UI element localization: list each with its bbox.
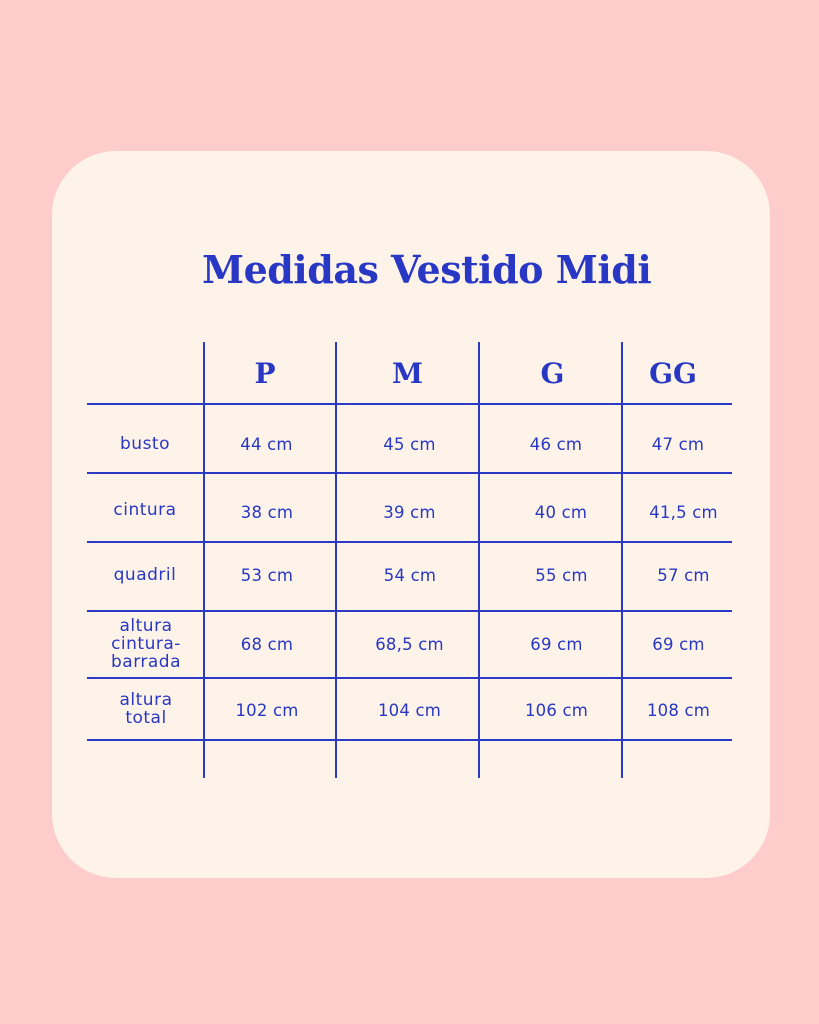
size-header-gg: GG bbox=[649, 356, 697, 390]
size-header-p: P bbox=[254, 356, 276, 390]
row-label-altura-cintura-barrada: altura cintura-barrada bbox=[110, 616, 181, 672]
table-cell: 68 cm bbox=[240, 634, 294, 654]
row-label-altura-total: altura total bbox=[119, 690, 173, 728]
table-cell: 102 cm bbox=[235, 700, 299, 720]
row-label-quadril: quadril bbox=[113, 565, 177, 585]
table-cell: 39 cm bbox=[383, 502, 436, 522]
table-cell: 108 cm bbox=[646, 700, 711, 720]
table-cell: 47 cm bbox=[651, 434, 705, 454]
table-cell: 69 cm bbox=[530, 634, 583, 654]
table-cell: 68,5 cm bbox=[375, 634, 444, 654]
table-divider-horizontal bbox=[87, 403, 732, 405]
table-cell: 104 cm bbox=[377, 700, 442, 720]
table-cell: 57 cm bbox=[657, 565, 710, 585]
size-header-g: G bbox=[540, 356, 565, 390]
table-cell: 44 cm bbox=[240, 434, 293, 454]
table-cell: 55 cm bbox=[535, 565, 588, 585]
page-title: Medidas Vestido Midi bbox=[202, 247, 652, 292]
table-cell: 106 cm bbox=[524, 700, 589, 720]
size-header-m: M bbox=[392, 356, 423, 390]
table-cell: 41,5 cm bbox=[649, 502, 718, 522]
table-cell: 54 cm bbox=[383, 565, 437, 585]
table-cell: 46 cm bbox=[529, 434, 583, 454]
table-cell: 40 cm bbox=[534, 502, 588, 522]
table-cell: 45 cm bbox=[383, 434, 436, 454]
table-cell: 38 cm bbox=[240, 502, 294, 522]
table-cell: 69 cm bbox=[652, 634, 705, 654]
row-label-cintura: cintura bbox=[113, 500, 177, 520]
table-cell: 53 cm bbox=[240, 565, 294, 585]
row-label-busto: busto bbox=[120, 434, 170, 454]
